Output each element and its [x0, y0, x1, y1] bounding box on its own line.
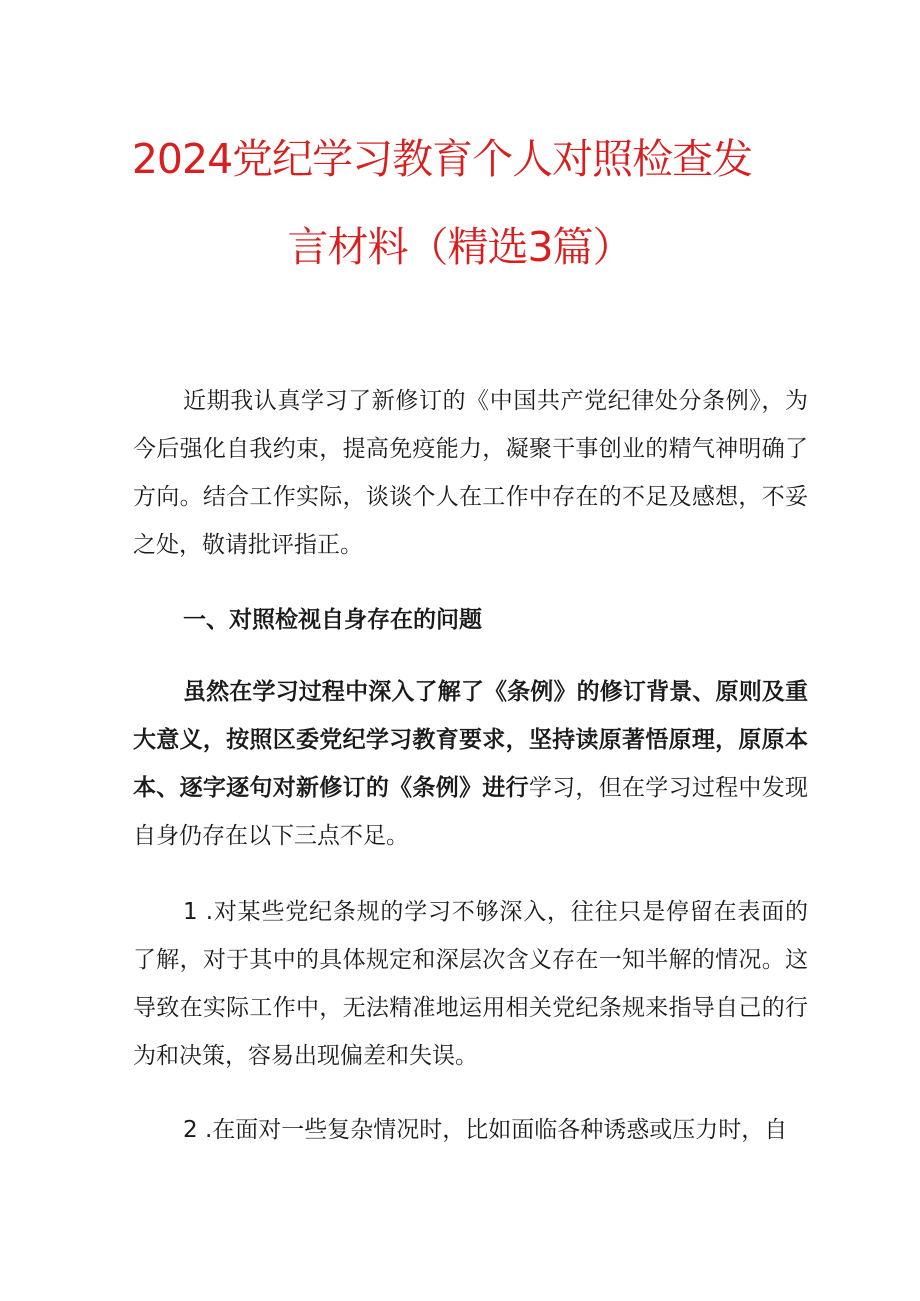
list-item-2: 2 .在面对一些复杂情况时，比如面临各种诱惑或压力时，自: [183, 1117, 788, 1143]
section-heading: 一、对照检视自身存在的问题: [183, 607, 482, 633]
list-item-1: 1 .对某些党纪条规的学习不够深入，往往只是停留在表面的了解，对于其中的具体规定和深层次含义存在一知半解的情况。这导致在实际工作中，无法精准地运用相关党纪条规来指导自己的行为和决策，容易出现偏差和失误。: [133, 899, 808, 1069]
section-heading-block: [133, 596, 808, 644]
intro-paragraph: 近期我认真学习了新修订的《中国共产党纪律处分条例》，为今后强化自我约束，提高免疫能力，凝聚干事创业的精气神明确了方向。结合工作实际，谈谈个人在工作中存在的不足及感想，不妥之处，敬请批评指正。: [133, 388, 808, 558]
problem-paragraph: [133, 668, 808, 860]
problem-paragraph-block: [133, 668, 808, 860]
problem-paragraph-rest: 学习，但在学习过程中发现自身仍存在以下三点不足。: [133, 775, 809, 849]
list-item-2-block: [133, 1106, 808, 1154]
list-item-1-block: [133, 888, 808, 1080]
document-title-line-1: 2024党纪学习教育个人对照检查发: [131, 135, 753, 183]
problem-paragraph-bold: 虽然在学习过程中深入了解了《条例》的修订背景、原则及重大意义，按照区委党纪学习教育要求，坚持读原著悟原理，原原本本、逐字逐句对新修订的《条例》进行: [133, 679, 808, 801]
intro-paragraph-block: [133, 377, 808, 569]
document-title-line-2: 言材料（精选3篇）: [287, 223, 633, 271]
